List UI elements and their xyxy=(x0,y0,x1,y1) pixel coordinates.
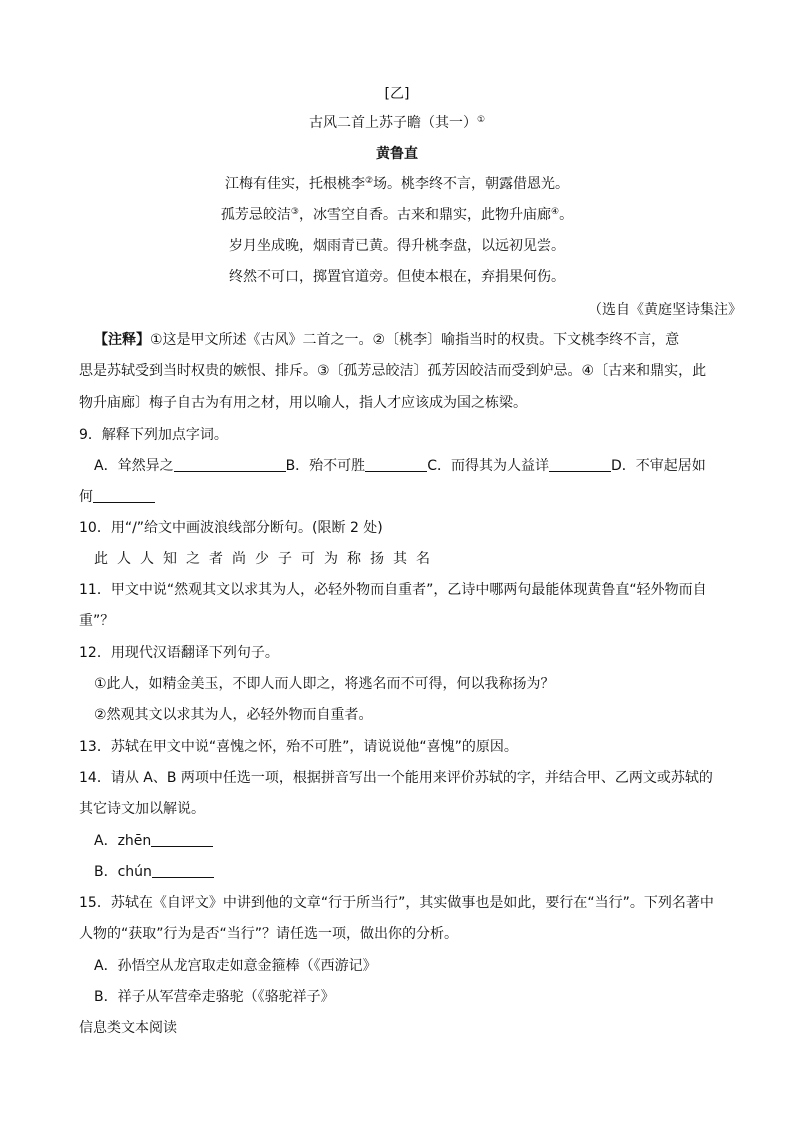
answer-blank[interactable] xyxy=(152,863,214,878)
option-a: A．耸然异之 xyxy=(94,458,174,474)
option-b: B．殆不可胜 xyxy=(285,458,366,474)
question-15: 15．苏轼在《自评文》中讲到他的文章“行于所当行”，其实做事也是如此，要行在“当行”。下列名著中 xyxy=(79,895,714,911)
notes-label: 【注释】 xyxy=(94,332,150,348)
notes-line: 【注释】①这是甲文所述《古风》二首之一。②〔桃李〕喻指当时的权贵。下文桃李终不言，意 xyxy=(94,332,680,348)
poem-line: 孤芳忌皎洁③，冰雪空自香。古来和鼎实，此物升庙廊④。 xyxy=(220,207,574,223)
question-14-option-a: A．zhēn xyxy=(94,831,213,851)
poem-author: 黄鲁直 xyxy=(376,146,418,162)
answer-blank[interactable] xyxy=(174,457,286,472)
question-12-item-1: ①此人，如精金美玉，不即人而人即之，将逃名而不可得，何以我称扬为？ xyxy=(94,676,555,692)
question-14-option-b: B．chún xyxy=(94,862,214,882)
question-11: 11．甲文中说“然观其文以求其为人，必轻外物而自重者”，乙诗中哪两句最能体现黄鲁直“轻外物而自 xyxy=(79,582,707,598)
poem-line: 岁月坐成晚，烟雨青已黄。得升桃李盘，以远初见尝。 xyxy=(229,238,565,254)
question-10: 10．用“/”给文中画波浪线部分断句。(限断 2 处) xyxy=(79,520,383,536)
option-d: D．不审起居如 xyxy=(610,458,706,474)
footnote-marker: ③ xyxy=(290,207,299,217)
answer-blank[interactable] xyxy=(151,832,213,847)
question-12: 12．用现代汉语翻译下列句子。 xyxy=(79,645,279,661)
poem-title-note: ① xyxy=(476,115,486,125)
question-9: 9．解释下列加点字词。 xyxy=(79,427,228,443)
question-10-text: 此人人知之者尚少子可为称扬其名 xyxy=(94,551,439,567)
notes-line: 物升庙廊〕梅子自古为有用之材，用以喻人，指人才应该成为国之栋梁。 xyxy=(79,395,527,411)
question-15-continued: 人物的“获取”行为是否“当行”？请任选一项，做出你的分析。 xyxy=(79,926,459,942)
footnote-marker: ④ xyxy=(551,207,560,217)
question-13: 13．苏轼在甲文中说“喜愧之怀，殆不可胜”，请说说他“喜愧”的原因。 xyxy=(79,739,518,755)
question-9-continued: 何 xyxy=(79,487,155,507)
question-11-continued: 重”？ xyxy=(79,613,115,629)
question-14-continued: 其它诗文加以解说。 xyxy=(79,801,205,817)
answer-blank[interactable] xyxy=(93,488,155,503)
question-14: 14．请从 A、B 两项中任选一项，根据拼音写出一个能用来评价苏轼的字，并结合甲、乙两文或苏轼的 xyxy=(79,770,713,786)
poem-label: [乙] xyxy=(384,86,410,102)
option-c: C．而得其为人益详 xyxy=(427,458,549,474)
poem-source: （选自《黄庭坚诗集注》 xyxy=(588,302,742,318)
question-12-item-2: ②然观其文以求其为人，必轻外物而自重者。 xyxy=(94,707,373,723)
poem-title-text: 古风二首上苏子瞻（其一） xyxy=(308,115,477,131)
question-15-option-b: B．祥子从军营牵走骆驼（《骆驼祥子》 xyxy=(94,989,335,1005)
question-15-option-a: A．孙悟空从龙宫取走如意金箍棒（《西游记》 xyxy=(94,958,377,974)
poem-line: 江梅有佳实，托根桃李②场。桃李终不言，朝露借恩光。 xyxy=(224,176,570,192)
notes-line: 思是苏轼受到当时权贵的嫉恨、排斥。③〔孤芳忌皎洁〕孤芳因皎洁而受到妒忌。④〔古来和鼎实，此 xyxy=(79,363,707,379)
question-9-options xyxy=(94,456,706,476)
poem-title xyxy=(0,113,794,133)
footnote-marker: ② xyxy=(364,176,374,186)
poem-line: 终然不可口，掷置官道旁。但使本根在，弃捐果何伤。 xyxy=(229,269,565,285)
section-heading: 信息类文本阅读 xyxy=(79,1020,177,1036)
answer-blank[interactable] xyxy=(365,457,427,472)
answer-blank[interactable] xyxy=(549,457,611,472)
